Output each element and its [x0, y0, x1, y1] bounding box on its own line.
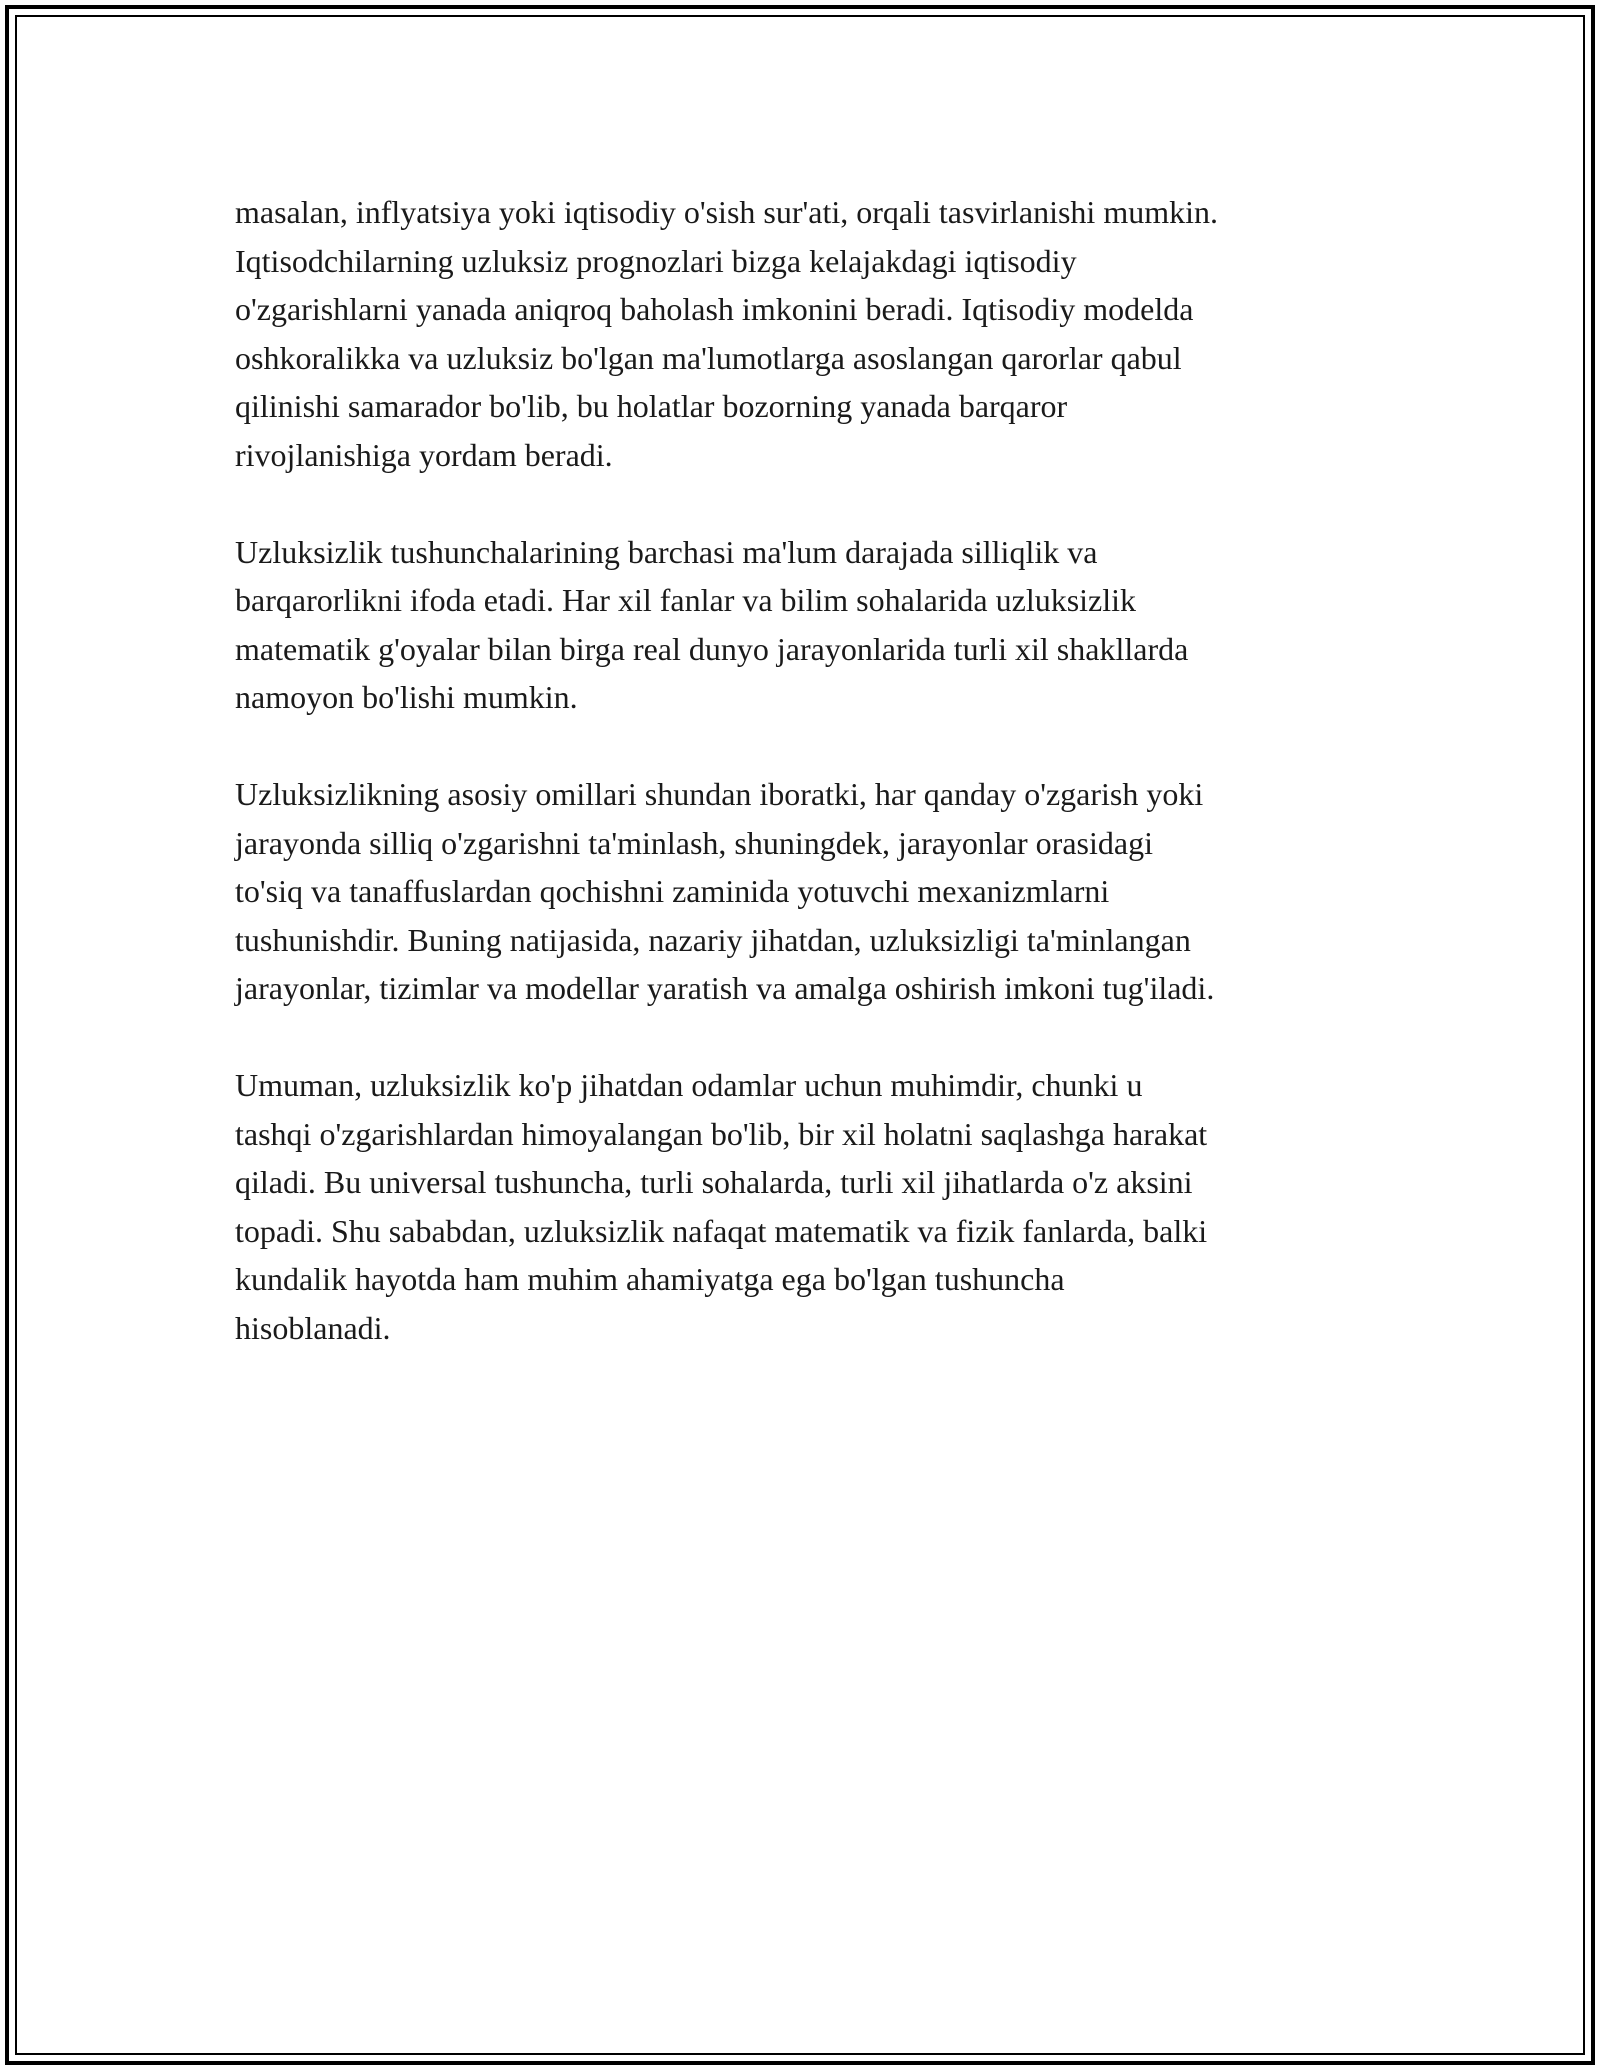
document-body — [235, 188, 1395, 1401]
paragraph-3: Uzluksizlikning asosiy omillari shundan iboratki, har qanday o'zgarish yoki jarayonda silliq o'zgarishni ta'minlash, shuningdek, jarayonlar orasidagi to'siq va tanaffuslardan qochishni zaminida yotuvchi mexanizmlarni tushunishdir. Buning natijasida, nazariy jihatdan, uzluksizligi ta'minlangan jarayonlar, tizimlar va modellar yaratish va amalga oshirish imkoni tug'iladi. — [235, 776, 1215, 1006]
paragraph-1: masalan, inflyatsiya yoki iqtisodiy o'sish sur'ati, orqali tasvirlanishi mumkin. Iqtisodchilarning uzluksiz prognozlari bizga kelajakdagi iqtisodiy o'zgarishlarni yanada aniqroq baholash imkonini beradi. Iqtisodiy modelda oshkoralikka va uzluksiz bo'lgan ma'lumotlarga asoslangan qarorlar qabul qilinishi samarador bo'lib, bu holatlar bozorning yanada barqaror rivojlanishiga yordam beradi. — [235, 194, 1218, 473]
paragraph-2: Uzluksizlik tushunchalarining barchasi ma'lum darajada silliqlik va barqarorlikni ifoda etadi. Har xil fanlar va bilim sohalarida uzluksizlik matematik g'oyalar bilan birga real dunyo jarayonlarida turli xil shakllarda namoyon bo'lishi mumkin. — [235, 533, 1189, 715]
paragraph-4: Umuman, uzluksizlik ko'p jihatdan odamlar uchun muhimdir, chunki u tashqi o'zgarishlardan himoyalangan bo'lib, bir xil holatni saqlashga harakat qiladi. Bu universal tushuncha, turli sohalarda, turli xil jihatlarda o'z aksini topadi. Shu sababdan, uzluksizlik nafaqat matematik va fizik fanlarda, balki kundalik hayotda ham muhim ahamiyatga ega bo'lgan tushuncha hisoblanadi. — [235, 1067, 1208, 1346]
